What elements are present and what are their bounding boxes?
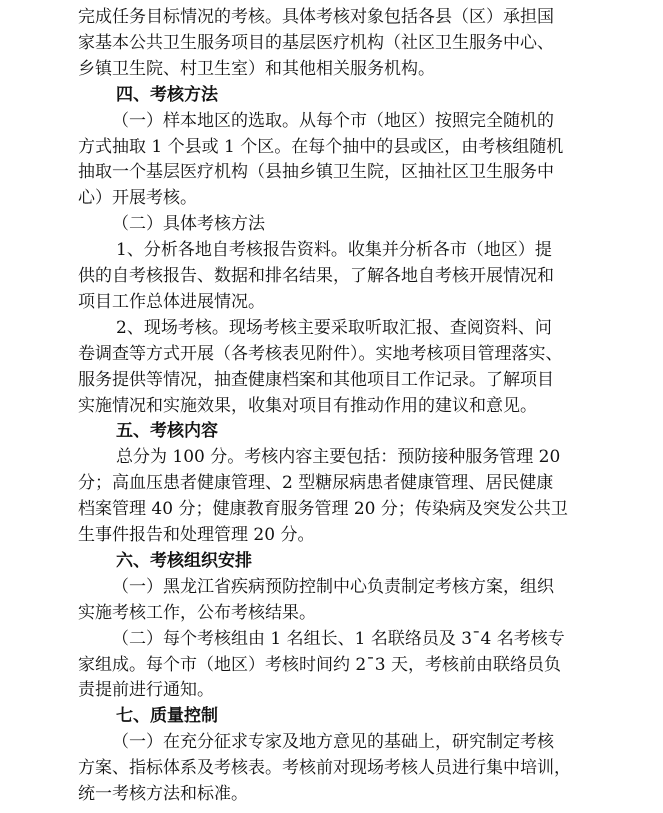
body-line: 2、现场考核。现场考核主要采取听取汇报、查阅资料、问 xyxy=(116,317,552,338)
section-heading: 七、质量控制 xyxy=(116,706,218,727)
body-line: 方式抽取 1 个县或 1 个区。在每个抽中的县或区，由考核组随机 xyxy=(78,136,564,157)
body-line: 家基本公共卫生服务项目的基层医疗机构（社区卫生服务中心、 xyxy=(78,32,554,53)
body-line: 卷调查等方式开展（各考核表见附件）。实地考核项目管理落实、 xyxy=(78,343,563,364)
body-line: 乡镇卫生院、村卫生室）和其他相关服务机构。 xyxy=(78,58,435,79)
body-line: 实施考核工作，公布考核结果。 xyxy=(78,602,316,623)
body-line: 项目工作总体进展情况。 xyxy=(78,291,265,312)
body-line: （一）在充分征求专家及地方意见的基础上，研究制定考核 xyxy=(112,732,554,753)
body-line: 方案、指标体系及考核表。考核前对现场考核人员进行集中培训， xyxy=(78,758,571,779)
body-line: 统一考核方法和标准。 xyxy=(78,784,248,804)
body-line: （二）每个考核组由 1 名组长、1 名联络员及 3¯4 名考核专 xyxy=(112,628,565,649)
body-line: 家组成。每个市（地区）考核时间约 2¯3 天，考核前由联络员负 xyxy=(78,654,561,675)
body-line: 总分为 100 分。考核内容主要包括：预防接种服务管理 20 xyxy=(116,447,561,468)
body-line: （一）样本地区的选取。从每个市（地区）按照完全随机的 xyxy=(112,110,554,131)
body-line: 生事件报告和处理管理 20 分。 xyxy=(78,525,315,545)
body-line: 心）开展考核。 xyxy=(78,188,197,209)
body-line: 责提前进行通知。 xyxy=(78,680,214,701)
body-line: 抽取一个基层医疗机构（县抽乡镇卫生院，区抽社区卫生服务中 xyxy=(78,162,554,183)
body-line: 实施情况和实施效果，收集对项目有推动作用的建议和意见。 xyxy=(78,395,537,416)
section-heading: 六、考核组织安排 xyxy=(116,550,252,571)
body-line: 档案管理 40 分；健康教育服务管理 20 分；传染病及突发公共卫 xyxy=(78,499,568,520)
section-heading: 四、考核方法 xyxy=(116,84,218,105)
body-line: 分；高血压患者健康管理、2 型糖尿病患者健康管理、居民健康 xyxy=(78,473,554,494)
body-line: 完成任务目标情况的考核。具体考核对象包括各县（区）承担国 xyxy=(78,7,554,27)
body-line: 供的自考核报告、数据和排名结果，了解各地自考核开展情况和 xyxy=(78,266,554,286)
body-line: （二）具体考核方法 xyxy=(112,214,265,235)
body-line: 服务提供等情况，抽查健康档案和其他项目工作记录。了解项目 xyxy=(78,369,554,390)
body-line: 1、分析各地自考核报告资料。收集并分析各市（地区）提 xyxy=(116,240,552,261)
section-heading: 五、考核内容 xyxy=(116,421,218,442)
body-line: （一）黑龙江省疾病预防控制中心负责制定考核方案，组织 xyxy=(112,576,554,597)
